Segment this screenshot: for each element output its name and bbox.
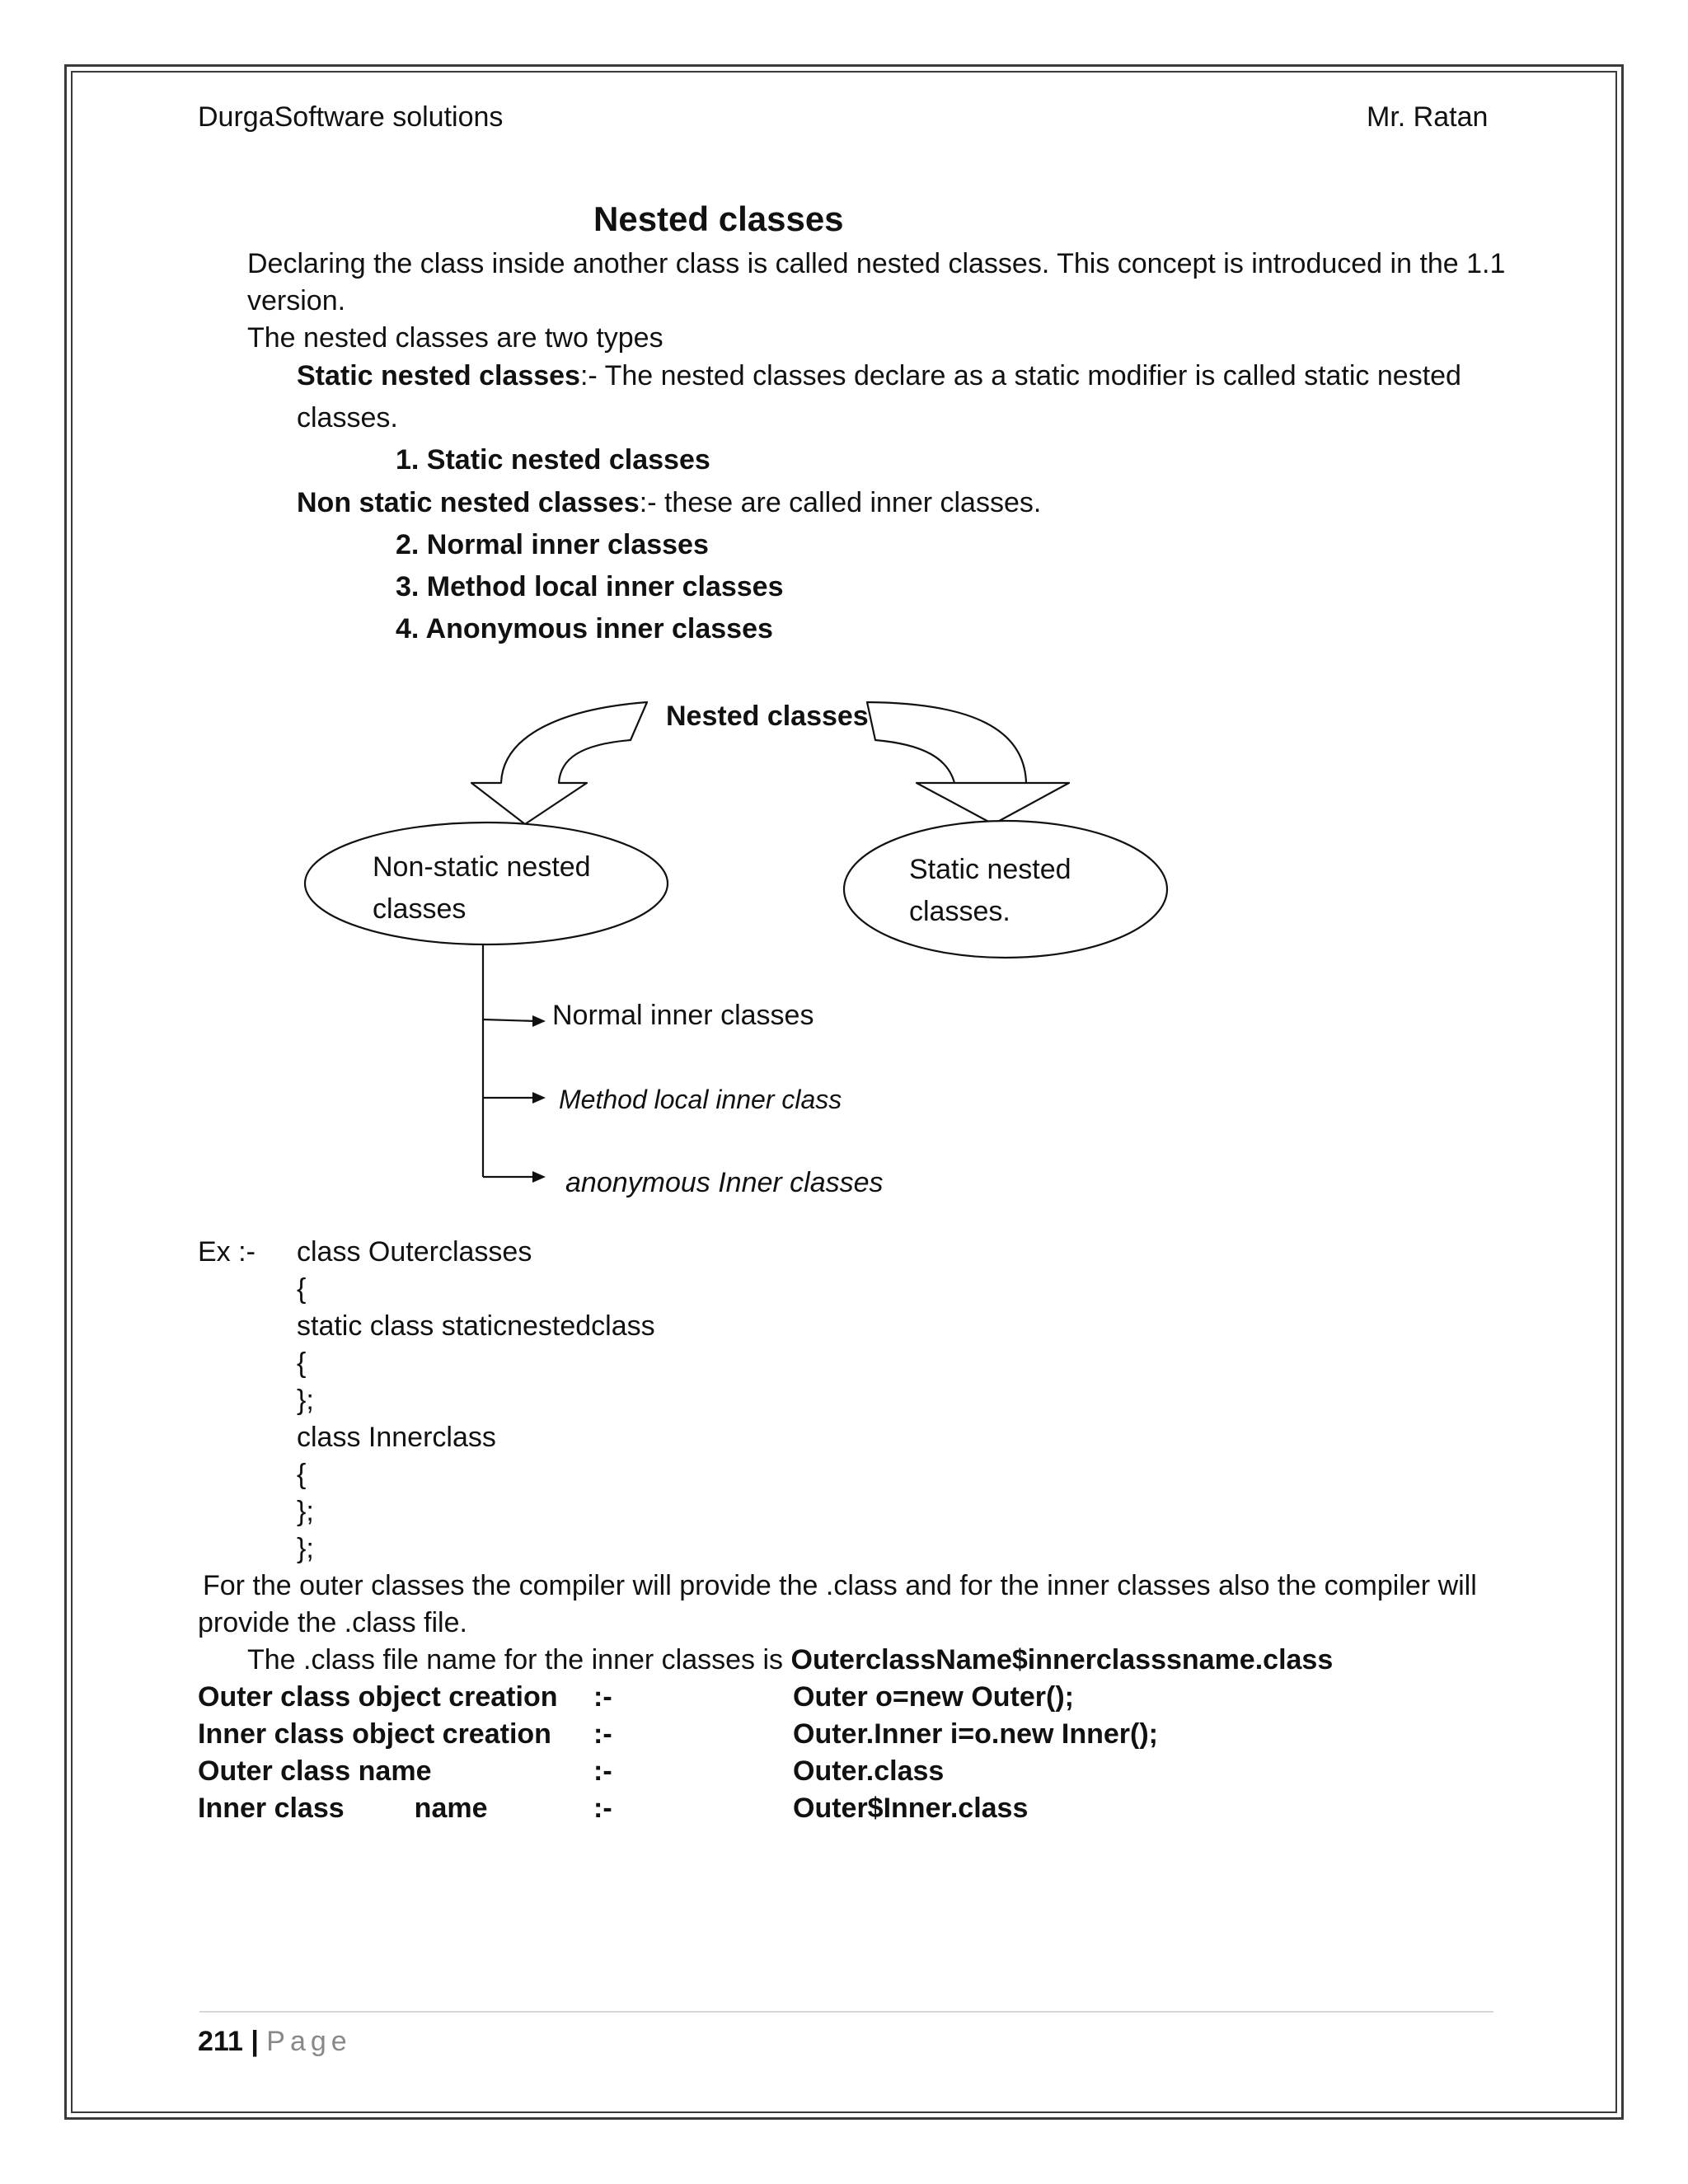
- table-row-label: Outer class name: [198, 1755, 432, 1787]
- code-line: };: [297, 1496, 314, 1527]
- table-row-value: Outer o=new Outer();: [793, 1681, 1074, 1713]
- branch-label-normal: Normal inner classes: [552, 1000, 814, 1031]
- code-line: {: [297, 1347, 307, 1379]
- table-row-label: Inner class object creation: [198, 1718, 551, 1750]
- static-term: Static nested classes: [297, 360, 580, 391]
- page-footer: [198, 2023, 352, 2060]
- para-line-3-prefix: The .class file name for the inner classes is: [247, 1644, 791, 1675]
- page-number: 211: [198, 2026, 243, 2057]
- header-right: Mr. Ratan: [1367, 101, 1489, 133]
- branch-arrow-icon: [532, 1015, 546, 1027]
- curved-arrow-right: [867, 702, 1069, 824]
- intro-line-2: version.: [247, 285, 346, 316]
- para-line-1: For the outer classes the compiler will provide the .class and for the inner classes also the compiler will: [203, 1570, 1477, 1601]
- table-row-label: Inner class name: [198, 1793, 488, 1824]
- para-line-2: provide the .class file.: [198, 1607, 467, 1638]
- branch-label-anonymous: anonymous Inner classes: [565, 1167, 884, 1198]
- branch-arrow-icon: [532, 1171, 546, 1183]
- static-node: [844, 821, 1167, 958]
- para-line-3: [247, 1642, 1333, 1678]
- table-row-sep: :-: [593, 1793, 612, 1824]
- footer-divider: [199, 2011, 1493, 2013]
- non-static-node-line-1: Non-static nested: [373, 851, 591, 883]
- intro-line-3: The nested classes are two types: [247, 322, 663, 354]
- code-line: class Innerclass: [297, 1422, 496, 1453]
- table-row-value: Outer.class: [793, 1755, 945, 1787]
- table-row-value: Outer.Inner i=o.new Inner();: [793, 1718, 1158, 1750]
- page-label: Page: [266, 2026, 352, 2057]
- code-line: {: [297, 1459, 307, 1490]
- static-definition-cont: classes.: [297, 402, 398, 434]
- table-row-sep: :-: [593, 1718, 612, 1750]
- static-rest: :- The nested classes declare as a static modifier is called static nested: [579, 360, 1461, 391]
- non-static-node-line-2: classes: [373, 893, 467, 925]
- footer-separator: |: [251, 2026, 259, 2057]
- table-row-sep: :-: [593, 1681, 612, 1713]
- diagram-root-label: Nested classes: [666, 701, 869, 732]
- table-row-sep: :-: [593, 1755, 612, 1787]
- list-item: 1. Static nested classes: [396, 444, 710, 476]
- static-node-line-2: classes.: [909, 896, 1010, 927]
- example-label: Ex :-: [198, 1236, 256, 1268]
- list-item: 4. Anonymous inner classes: [396, 613, 773, 644]
- inner-class-file-name: OuterclassName$innerclasssname.class: [790, 1644, 1334, 1675]
- page-title: Nested classes: [593, 199, 844, 238]
- code-line: class Outerclasses: [297, 1236, 532, 1268]
- branch-label-method-local: Method local inner class: [559, 1085, 842, 1114]
- list-item: 2. Normal inner classes: [396, 529, 709, 560]
- nonstatic-term: Non static nested classes: [297, 487, 640, 518]
- code-line: static class staticnestedclass: [297, 1310, 655, 1342]
- curved-arrow-left: [471, 702, 647, 824]
- static-node-line-1: Static nested: [909, 854, 1071, 885]
- table-row-value: Outer$Inner.class: [793, 1793, 1029, 1824]
- code-line: };: [297, 1385, 314, 1416]
- code-line: {: [297, 1273, 307, 1305]
- table-row-label: Outer class object creation: [198, 1681, 558, 1713]
- nonstatic-rest: :- these are called inner classes.: [639, 487, 1042, 518]
- list-item: 3. Method local inner classes: [396, 571, 784, 602]
- intro-line-1: Declaring the class inside another class is called nested classes. This concept is introduced in the 1.1: [247, 248, 1506, 279]
- code-line: };: [297, 1533, 314, 1564]
- header-left: DurgaSoftware solutions: [198, 101, 504, 133]
- branch-arrow-icon: [532, 1092, 546, 1104]
